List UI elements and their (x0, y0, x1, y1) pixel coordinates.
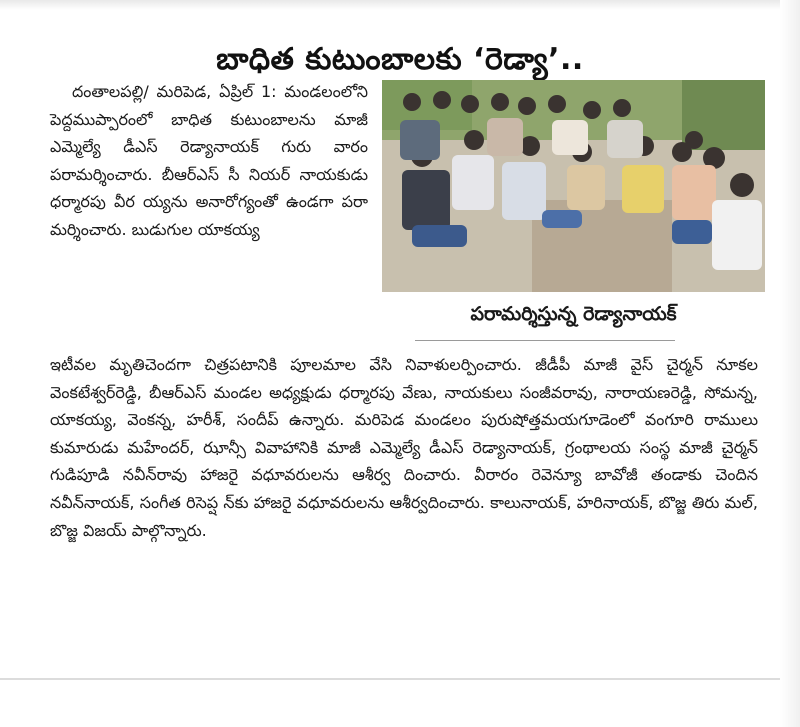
article-full-width-text (50, 351, 758, 544)
news-photo (382, 80, 765, 292)
news-photo-illustration (382, 80, 765, 292)
top-edge-bar (0, 0, 800, 10)
article-headline: బాధిత కుటుంబాలకు ‘రెడ్యా’.. (216, 42, 584, 78)
article-column-text (50, 78, 368, 244)
article-paragraph-full: ఇటీవల మృతిచెందగా చిత్రపటానికి పూలమాల వేసి నివాళులర్పించారు. జీడీపీ మాజీ వైస్ చైర్మన్ నూకల వెంకటేశ్వర్‌రెడ్డి, బీఆర్ఎస్ మండల అధ్యక్షుడు ధర్మారపు వేణు, నాయకులు సంజీవరావు, నారాయణరెడ్డి, సోమన్న, యాకయ్య, వెంకన్న, హరీశ్, సందీప్ ఉన్నారు. మరిపెడ మండలం పురుషోత్తమయగూడెంలో వంగూరి రాములు కుమారుడు మహేందర్, ఝాన్సీ వివాహానికి మాజీ ఎమ్మెల్యే డీఎస్ రెడ్యానాయక్, గ్రంథాలయ సంస్థ మాజీ చైర్మన్ గుడిపూడి నవీన్‌రావు హాజరై వధూవరులను ఆశీర్వ దించారు. వీరారం రెవెన్యూ బావోజీ తండాకు చెందిన నవీన్‌నాయక్, సంగీత రిసెప్ష న్‌కు హాజరై వధూవరులను ఆశీర్వదించారు. కాలునాయక్, హరినాయక్, బొజ్జ తిరు మల్, బొజ్జ విజయ్ పాల్గొన్నారు. (50, 355, 758, 540)
photo-caption: పరామర్శిస్తున్న రెడ్యానాయక్ (470, 303, 677, 325)
bottom-divider (0, 678, 800, 680)
article-paragraph-left: దంతాలపల్లి/ మరిపెడ, ఏప్రిల్ 1: మండలంలోని పెద్దముప్పారంలో బాధిత కుటుంబాలను మాజీ ఎమ్మెల్యే డీఎస్ రెడ్యానాయక్ గురు వారం పరామర్శించారు. బీఆర్ఎస్ సీ నియర్ నాయకుడు ధర్మారపు వీర య్యను అనారోగ్యంతో ఉండగా పరా మర్శించారు. బుడుగుల యాకయ్య (50, 82, 368, 239)
page-right-edge (780, 0, 800, 727)
caption-divider (415, 340, 675, 341)
